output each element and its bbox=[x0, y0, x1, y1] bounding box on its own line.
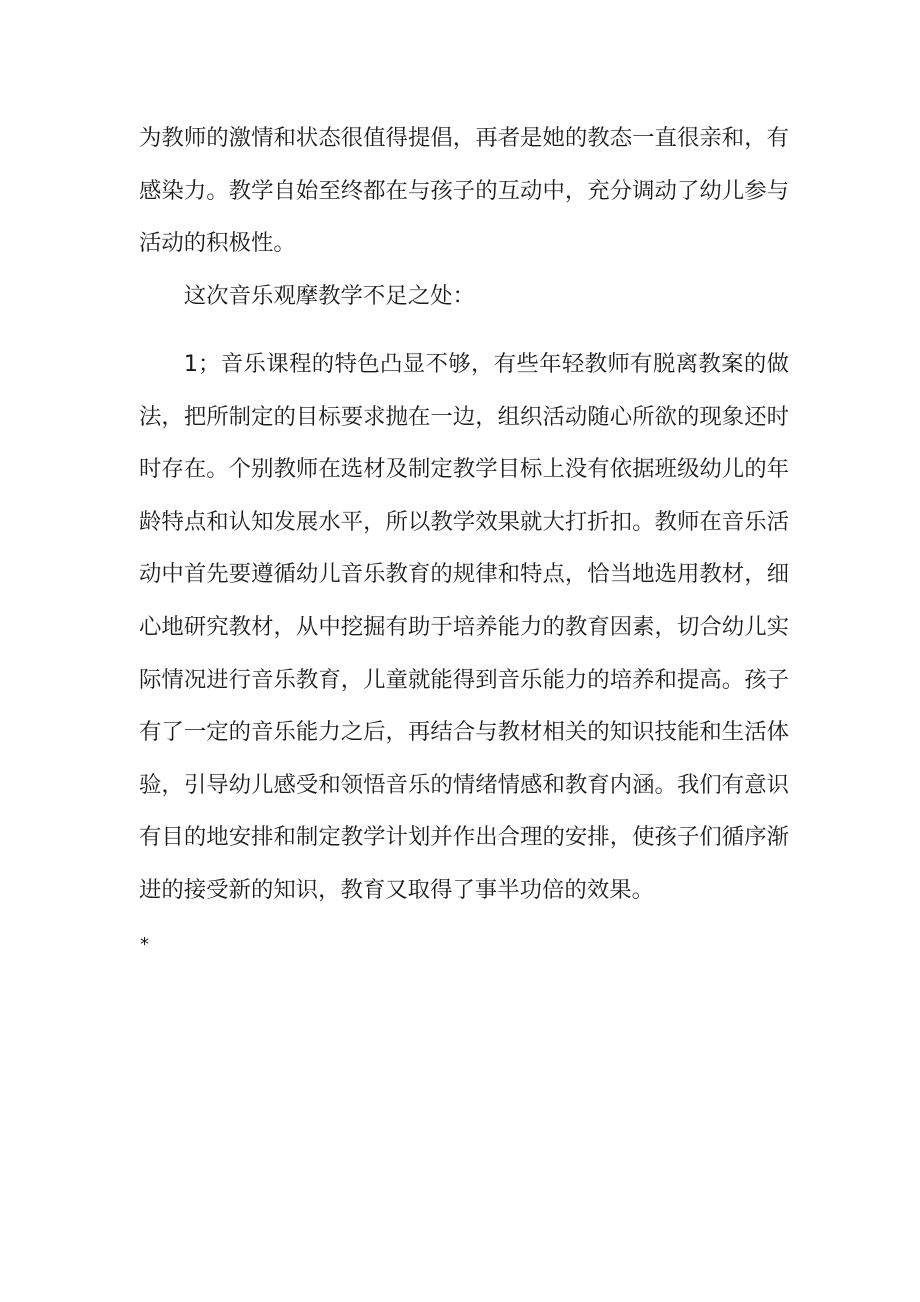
end-marker: * bbox=[140, 934, 149, 955]
paragraph-point-1: 1；音乐课程的特色凸显不够，有些年轻教师有脱离教案的做法，把所制定的目标要求抛在一边，组织活动随心所欲的现象还时时存在。个别教师在选材及制定教学目标上没有依据班级幼儿的年龄特点和认知发展水平，所以教学效果就大打折扣。教师在音乐活动中首先要遵循幼儿音乐教育的规律和特点，恰当地选用教材，细心地研究教材，从中挖掘有助于培养能力的教育因素，切合幼儿实际情况进行音乐教育，儿童就能得到音乐能力的培养和提高。孩子有了一定的音乐能力之后，再结合与教材相关的知识技能和生活体验，引导幼儿感受和领悟音乐的情绪情感和教育内涵。我们有意识有目的地安排和制定教学计划并作出合理的安排，使孩子们循序渐进的接受新的知识，教育又取得了事半功倍的效果。 bbox=[139, 351, 789, 903]
paragraph-heading-shortcomings: 这次音乐观摩教学不足之处： bbox=[183, 283, 475, 309]
paragraph-continuation: 为教师的激情和状态很值得提倡，再者是她的教态一直很亲和，有感染力。教学自始至终都在与孩子的互动中，充分调动了幼儿参与活动的积极性。 bbox=[139, 125, 789, 257]
